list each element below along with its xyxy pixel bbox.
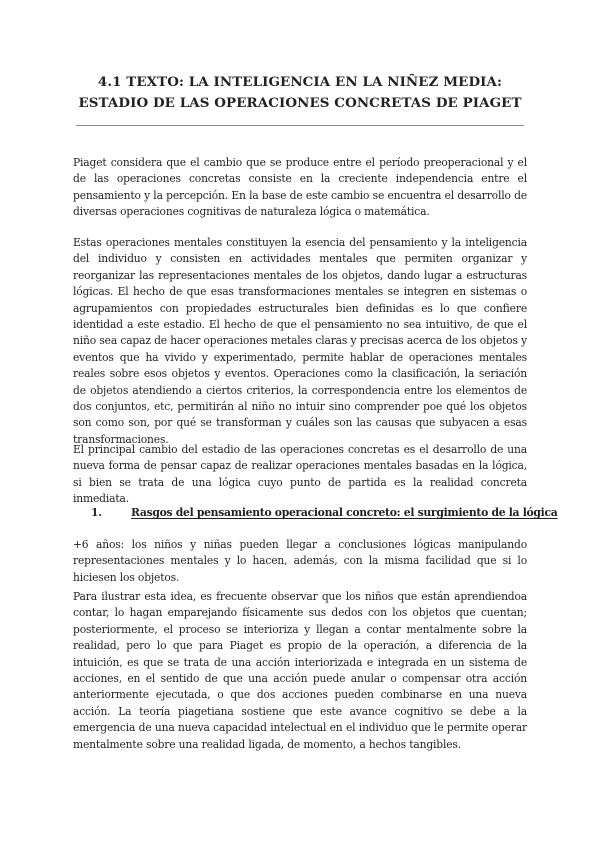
section-heading [91, 505, 557, 521]
paragraph-1: Piaget considera que el cambio que se produce entre el período preoperacional y el de las operaciones concretas consiste en la creciente independencia entre el pensamiento y la percepción. En la base de este cambio se encuentra el desarrollo de diversas operaciones cognitivas de naturaleza lógica o matemática. [73, 156, 527, 219]
section-paragraph-1: +6 años: los niños y niñas pueden llegar a conclusiones lógicas manipulando representaciones mentales y lo hacen, además, con la misma facilidad que si lo hiciesen los objetos. [73, 538, 527, 584]
document-title: 4.1 TEXTO: LA INTELIGENCIA EN LA NIÑEZ MEDIA: ESTADIO DE LAS OPERACIONES CONCRETAS DE PIAGET [78, 74, 522, 111]
section-number: 1. [91, 506, 102, 519]
paragraph-3: El principal cambio del estadio de las operaciones concretas es el desarrollo de una nueva forma de pensar capaz de realizar operaciones mentales basadas en la lógica, si bien se trata de una lógica cuyo punto de partida es la realidad concreta inmediata. [73, 443, 527, 506]
section-paragraph-2: Para ilustrar esta idea, es frecuente observar que los niños que están aprendiendoa contar, lo hagan emparejando físicamente sus dedos con los objetos que cuentan; posteriormente, el proceso se interioriza y llegan a contar mentalmente sobre la realidad, pero lo que para Piaget es propio de la operación, a diferencia de la intuición, es que se trata de una acción interiorizada e integrada en un sistema de acciones, en el sentido de que una acción puede anular o compensar otra acción anteriormente ejecutada, o que dos acciones pueden combinarse en una nueva acción. La teoría piagetiana sostiene que este avance cognitivo se debe a la emergencia de una nueva capacidad intelectual en el individuo que le permite operar mentalmente sobre una realidad ligada, de momento, a hechos tangibles. [73, 590, 527, 751]
paragraph-2: Estas operaciones mentales constituyen la esencia del pensamiento y la inteligencia del individuo y consisten en actividades mentales que permiten organizar y reorganizar las representaciones mentales de los objetos, dando lugar a estructuras lógicas. El hecho de que esas transformaciones mentales se integren en sistemas o agrupamientos con propiedades estructurales bien definidas es lo que confiere identidad a este estadio. El hecho de que el pensamiento no sea intuitivo, de que el niño sea capaz de hacer operaciones metales claras y precisas acerca de los objetos y eventos que ha vivido y experimentado, permite hablar de operaciones mentales reales sobre esos objetos y eventos. Operaciones como la clasificación, la seriación de objetos atendiendo a ciertos criterios, la correspondencia entre los elementos de dos conjuntos, etc, permitirán al niño no intuir sino comprender poe qué los objetos son como son, por qué se transforman y cuáles son las causas que subyacen a esas transformaciones. [73, 236, 527, 446]
section-heading-text: Rasgos del pensamiento operacional concreto: el surgimiento de la lógica [131, 506, 558, 519]
title-divider [76, 125, 524, 126]
